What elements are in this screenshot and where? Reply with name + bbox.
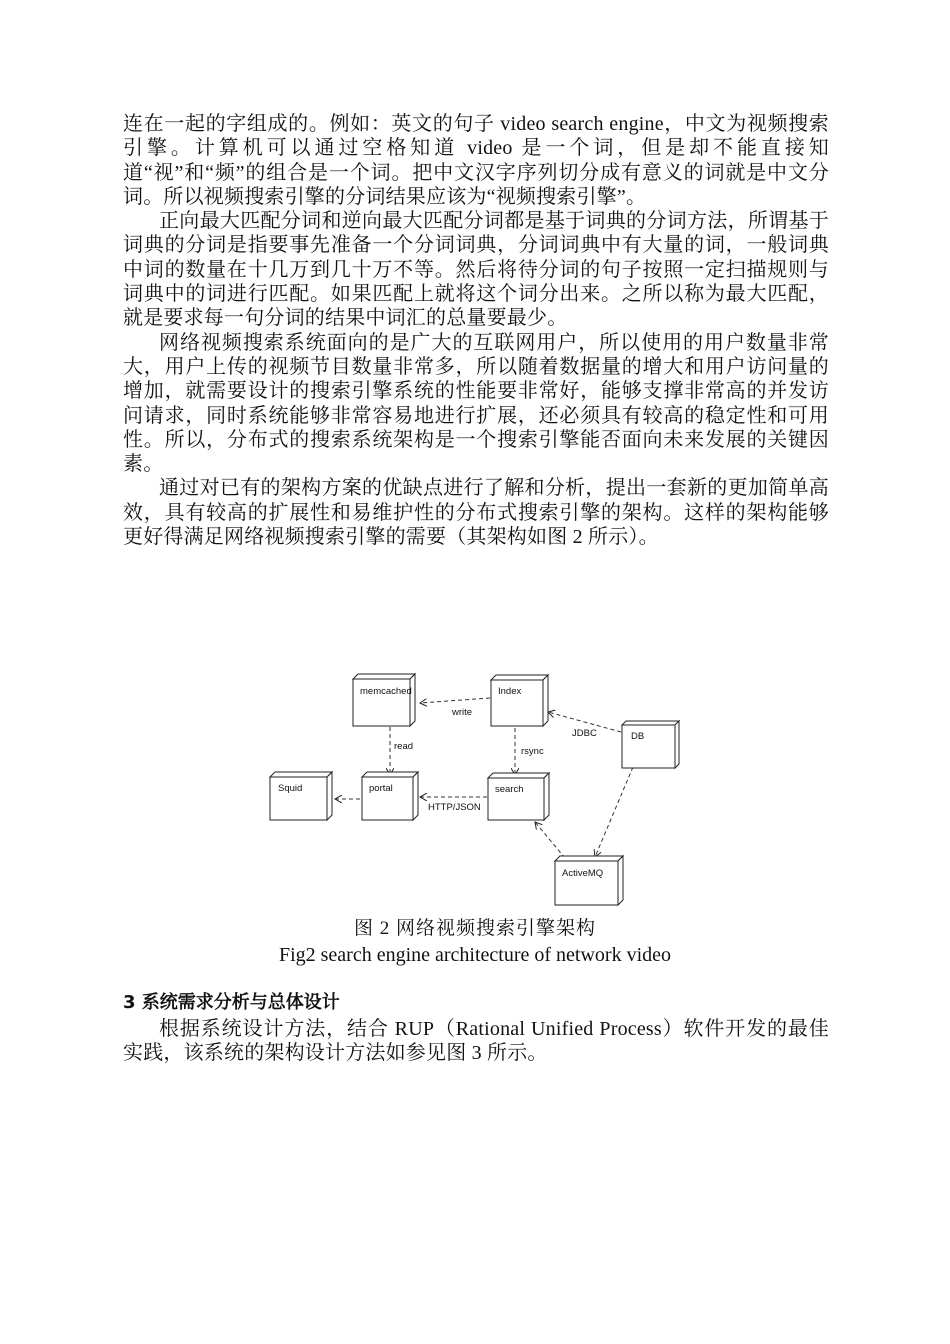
section-body — [123, 1017, 829, 1066]
paragraph: 正向最大匹配分词和逆向最大匹配分词都是基于词典的分词方法，所谓基于词典的分词是指要事先准备一个分词词典，分词词典中有大量的词，一般词典中词的数量在十几万到几十万不等。然后将待分词的句子按照一定扫描规则与词典中的词进行匹配。如果匹配上就将这个词分出来。之所以称为最大匹配，就是要求每一句分词的结果中词汇的总量要最少。 — [123, 210, 829, 330]
node-label: memcached — [360, 686, 412, 697]
paragraph: 连在一起的字组成的。例如：英文的句子 video search engine，中文为视频搜索引擎。计算机可以通过空格知道 video 是一个词，但是却不能直接知道“视”和“频”的组合是一个词。把中文汉字序列切分成有意义的词就是中文分词。所以视频搜索引擎的分词结果应该为“视频搜索引擎”。 — [123, 113, 829, 208]
edge-label-read: read — [394, 741, 414, 752]
edge-write — [420, 698, 490, 703]
edge-label-jdbc: JDBC — [572, 728, 597, 739]
node-label: Squid — [278, 783, 303, 794]
node-search — [488, 773, 549, 820]
body-text — [123, 112, 829, 549]
node-label: portal — [369, 783, 393, 794]
edge-activemq-search — [535, 822, 565, 858]
node-activemq — [555, 856, 623, 905]
figure-caption-chinese: 图 2 网络视频搜索引擎架构 — [353, 918, 596, 939]
edge-db-activemq — [595, 767, 633, 857]
node-index — [491, 675, 548, 726]
node-squid — [270, 772, 332, 820]
edge-label-write: write — [452, 707, 473, 718]
architecture-diagram-svg — [265, 670, 685, 906]
paragraph: 网络视频搜索系统面向的是广大的互联网用户，所以使用的用户数量非常大，用户上传的视频节目数量非常多，所以随着数据量的增大和用户访问量的增加，就需要设计的搜索引擎系统的性能要非常好，能够支撑非常高的并发访问请求，同时系统能够非常容易地进行扩展，还必须具有较高的稳定性和可用性。所以，分布式的搜索系统架构是一个搜索引擎能否面向未来发展的关键因素。 — [123, 331, 829, 476]
node-label: Index — [498, 686, 522, 697]
node-label: DB — [631, 731, 645, 742]
edge-label-rsync: rsync — [521, 746, 544, 757]
node-label: ActiveMQ — [562, 868, 604, 879]
section-heading: 3 系统需求分析与总体设计 — [123, 992, 340, 1013]
paragraph: 根据系统设计方法，结合 RUP（Rational Unified Process）软件开发的最佳实践，该系统的架构设计方法如参见图 3 所示。 — [123, 1018, 829, 1065]
paragraph: 通过对已有的架构方案的优缺点进行了解和分析，提出一套新的更加简单高效，具有较高的扩展性和易维护性的分布式搜索引擎的架构。这样的架构能够更好得满足网络视频搜索引擎的需要（其架构如图 2 所示）。 — [123, 477, 829, 549]
node-memcached — [353, 674, 415, 726]
edge-label-http-json: HTTP/JSON — [428, 802, 481, 813]
node-label: search — [495, 784, 524, 795]
architecture-diagram — [265, 670, 685, 906]
node-db — [622, 721, 679, 768]
figure-caption-english: Fig2 search engine architecture of network video — [278, 944, 672, 966]
node-portal — [362, 772, 418, 820]
